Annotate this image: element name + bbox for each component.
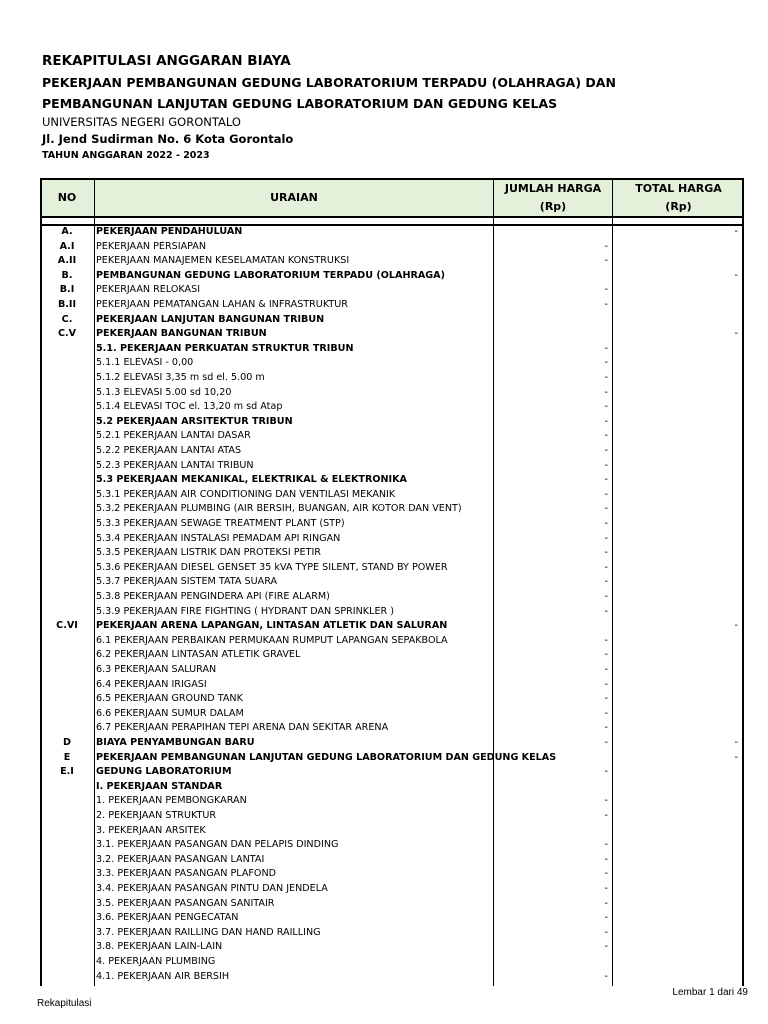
row-description: 6.5 PEKERJAAN GROUND TANK: [96, 693, 243, 705]
row-jumlah-harga: -: [604, 853, 608, 865]
row-description: 5.1.1 ELEVASI - 0,00: [96, 357, 194, 369]
table-row: [40, 225, 744, 240]
table-row: [40, 327, 744, 342]
row-jumlah-harga: -: [604, 810, 608, 821]
table-row: [40, 780, 744, 795]
row-description: 3.6. PEKERJAAN PENGECATAN: [96, 912, 239, 924]
row-jumlah-harga: -: [604, 547, 608, 559]
row-total-harga: -: [734, 737, 738, 748]
row-jumlah-harga: -: [604, 401, 608, 413]
table-row: [40, 400, 744, 415]
row-jumlah-harga: -: [604, 649, 608, 661]
row-description: 3.5. PEKERJAAN PASANGAN SANITAIR: [96, 897, 275, 909]
table-row: [40, 502, 744, 517]
table-row: [40, 707, 744, 722]
row-jumlah-harga: -: [604, 342, 608, 354]
row-description: 4. PEKERJAAN PLUMBING: [96, 956, 216, 967]
row-description: 6.1 PEKERJAAN PERBAIKAN PERMUKAAN RUMPUT LAPANGAN SEPAKBOLA: [96, 634, 448, 646]
table-row: [40, 429, 744, 444]
row-jumlah-harga: -: [604, 459, 608, 471]
column-header-total-harga: TOTAL HARGA (Rp): [635, 182, 722, 213]
table-row: [40, 838, 744, 853]
row-jumlah-harga: -: [604, 518, 608, 529]
row-jumlah-harga: -: [604, 474, 608, 486]
row-description: 6.6 PEKERJAAN SUMUR DALAM: [96, 707, 244, 719]
row-jumlah-harga: -: [604, 795, 608, 807]
project-title-line-2: PEMBANGUNAN LANJUTAN GEDUNG LABORATORIUM DAN GEDUNG KELAS: [42, 96, 558, 111]
row-total-harga: -: [734, 328, 738, 340]
row-number: A.II: [57, 255, 77, 267]
row-description: 5.2.3 PEKERJAAN LANTAI TRIBUN: [96, 459, 254, 471]
row-description: 3.1. PEKERJAAN PASANGAN DAN PELAPIS DINDING: [96, 839, 339, 851]
table-row: [40, 240, 744, 255]
row-number: A.I: [59, 240, 75, 252]
row-jumlah-harga: -: [604, 284, 608, 296]
row-jumlah-harga: -: [604, 839, 608, 851]
table-row: [40, 488, 744, 503]
row-description: 5.3.5 PEKERJAAN LISTRIK DAN PROTEKSI PETIR: [96, 547, 321, 559]
table-row: [40, 692, 744, 707]
row-jumlah-harga: -: [604, 386, 608, 398]
row-description: PEKERJAAN MANAJEMEN KESELAMATAN KONSTRUKSI: [96, 255, 350, 267]
row-description: 6.2 PEKERJAAN LINTASAN ATLETIK GRAVEL: [96, 649, 301, 661]
row-number: C.V: [57, 328, 77, 340]
row-description: 5.3.3 PEKERJAAN SEWAGE TREATMENT PLANT (STP): [96, 518, 345, 529]
table-row: [40, 867, 744, 882]
row-description: PEMBANGUNAN GEDUNG LABORATORIUM TERPADU (OLAHRAGA): [96, 269, 445, 281]
row-jumlah-harga: -: [604, 722, 608, 734]
row-jumlah-harga: -: [604, 970, 608, 982]
table-row: [40, 444, 744, 459]
row-description: 5.1. PEKERJAAN PERKUATAN STRUKTUR TRIBUN: [96, 342, 354, 354]
table-row: [40, 590, 744, 605]
table-row: [40, 561, 744, 576]
row-jumlah-harga: -: [604, 634, 608, 646]
row-jumlah-harga: -: [604, 299, 608, 310]
row-description: 5.2.1 PEKERJAAN LANTAI DASAR: [96, 430, 251, 442]
row-number: C.VI: [56, 620, 78, 632]
table-row: [40, 386, 744, 401]
budget-recap-table: [40, 178, 744, 986]
row-jumlah-harga: -: [604, 664, 608, 675]
row-description: 3.8. PEKERJAAN LAIN-LAIN: [96, 941, 223, 953]
table-row: [40, 970, 744, 985]
row-description: 4.1. PEKERJAAN AIR BERSIH: [96, 970, 230, 982]
row-description: 5.3.6 PEKERJAAN DIESEL GENSET 35 kVA TYPE SILENT, STAND BY POWER: [96, 561, 448, 573]
row-description: GEDUNG LABORATORIUM: [96, 766, 232, 778]
row-jumlah-harga: -: [604, 912, 608, 924]
row-description: PEKERJAAN RELOKASI: [96, 284, 201, 296]
project-title-line-1: PEKERJAAN PEMBANGUNAN GEDUNG LABORATORIUM TERPADU (OLAHRAGA) DAN: [42, 75, 616, 90]
table-row: [40, 897, 744, 912]
row-description: PEKERJAAN LANJUTAN BANGUNAN TRIBUN: [96, 313, 325, 325]
column-header-uraian: URAIAN: [270, 191, 318, 204]
row-description: 3.7. PEKERJAAN RAILLING DAN HAND RAILLING: [96, 926, 321, 938]
table-row: [40, 356, 744, 371]
table-row: [40, 619, 744, 634]
table-row: [40, 736, 744, 751]
table-row: [40, 824, 744, 839]
table-row: [40, 634, 744, 649]
row-jumlah-harga: -: [604, 868, 608, 880]
row-description: 5.2 PEKERJAAN ARSITEKTUR TRIBUN: [96, 415, 293, 427]
institution-address: Jl. Jend Sudirman No. 6 Kota Gorontalo: [42, 132, 294, 146]
row-number: B.: [61, 269, 73, 281]
row-number: E.I: [60, 766, 74, 778]
row-jumlah-harga: -: [604, 707, 608, 719]
table-row: [40, 532, 744, 547]
table-row: [40, 678, 744, 693]
table-row: [40, 794, 744, 809]
row-description: 2. PEKERJAAN STRUKTUR: [96, 810, 217, 821]
row-jumlah-harga: -: [604, 766, 608, 778]
row-jumlah-harga: -: [604, 576, 608, 588]
table-row: [40, 721, 744, 736]
row-description: 3. PEKERJAAN ARSITEK: [96, 824, 206, 836]
row-description: 5.3.1 PEKERJAAN AIR CONDITIONING DAN VENTILASI MEKANIK: [96, 488, 396, 500]
row-jumlah-harga: -: [604, 591, 608, 602]
table-row: [40, 955, 744, 970]
row-description: 5.3.7 PEKERJAAN SISTEM TATA SUARA: [96, 576, 278, 588]
table-row: [40, 473, 744, 488]
row-jumlah-harga: -: [604, 941, 608, 953]
row-number: A.: [61, 226, 73, 237]
table-row: [40, 517, 744, 532]
row-total-harga: -: [734, 269, 738, 281]
row-description: 5.3 PEKERJAAN MEKANIKAL, ELEKTRIKAL & ELEKTRONIKA: [96, 474, 407, 486]
row-description: 5.2.2 PEKERJAAN LANTAI ATAS: [96, 445, 242, 456]
row-description: 3.4. PEKERJAAN PASANGAN PINTU DAN JENDELA: [96, 883, 328, 894]
row-description: 3.3. PEKERJAAN PASANGAN PLAFOND: [96, 868, 277, 880]
row-jumlah-harga: -: [604, 926, 608, 938]
table-row: [40, 765, 744, 780]
table-row: [40, 415, 744, 430]
row-jumlah-harga: -: [604, 372, 608, 383]
row-total-harga: -: [734, 620, 738, 632]
table-row: [40, 940, 744, 955]
table-row: [40, 853, 744, 868]
row-description: 1. PEKERJAAN PEMBONGKARAN: [96, 795, 247, 807]
row-jumlah-harga: -: [604, 430, 608, 442]
table-row: [40, 575, 744, 590]
row-jumlah-harga: -: [604, 240, 608, 252]
row-description: 6.7 PEKERJAAN PERAPIHAN TEPI ARENA DAN SEKITAR ARENA: [96, 722, 389, 734]
sheet-name: Rekapitulasi: [37, 998, 92, 1009]
page-indicator: Lembar 1 dari 49: [672, 987, 748, 998]
column-header-no: NO: [57, 191, 77, 204]
table-row: [40, 269, 744, 284]
document-title: REKAPITULASI ANGGARAN BIAYA: [42, 53, 291, 69]
row-description: 6.3 PEKERJAAN SALURAN: [96, 664, 217, 675]
table-row: [40, 313, 744, 328]
row-description: 5.3.9 PEKERJAAN FIRE FIGHTING ( HYDRANT DAN SPRINKLER ): [96, 605, 394, 617]
table-row: [40, 926, 744, 941]
row-description: 5.1.3 ELEVASI 5.00 sd 10,20: [96, 386, 232, 398]
row-description: PEKERJAAN PENDAHULUAN: [96, 226, 243, 237]
row-description: PEKERJAAN PEMATANGAN LAHAN & INFRASTRUKTUR: [96, 299, 348, 310]
row-description: PEKERJAAN ARENA LAPANGAN, LINTASAN ATLETIK DAN SALURAN: [96, 620, 448, 632]
row-number: C.: [61, 313, 73, 325]
row-description: 3.2. PEKERJAAN PASANGAN LANTAI: [96, 853, 265, 865]
row-jumlah-harga: -: [604, 415, 608, 427]
row-jumlah-harga: -: [604, 561, 608, 573]
row-description: PEKERJAAN BANGUNAN TRIBUN: [96, 328, 267, 340]
row-jumlah-harga: -: [604, 532, 608, 544]
row-number: D: [63, 737, 71, 748]
table-row: [40, 911, 744, 926]
row-jumlah-harga: -: [604, 605, 608, 617]
row-jumlah-harga: -: [604, 678, 608, 690]
fiscal-year: TAHUN ANGGARAN 2022 - 2023: [42, 150, 210, 161]
table-row: [40, 546, 744, 561]
row-jumlah-harga: -: [604, 897, 608, 909]
table-row: [40, 809, 744, 824]
row-jumlah-harga: -: [604, 255, 608, 267]
row-description: I. PEKERJAAN STANDAR: [96, 780, 223, 792]
row-jumlah-harga: -: [604, 445, 608, 456]
table-row: [40, 882, 744, 897]
row-jumlah-harga: -: [604, 357, 608, 369]
table-row: [40, 605, 744, 620]
row-jumlah-harga: -: [604, 503, 608, 515]
row-description: 6.4 PEKERJAAN IRIGASI: [96, 678, 207, 690]
row-total-harga: -: [734, 226, 738, 237]
institution-name: UNIVERSITAS NEGERI GORONTALO: [42, 115, 241, 129]
row-number: E: [63, 751, 71, 763]
row-description: PEKERJAAN PERSIAPAN: [96, 240, 207, 252]
row-jumlah-harga: -: [604, 737, 608, 748]
table-row: [40, 371, 744, 386]
row-jumlah-harga: -: [604, 883, 608, 894]
row-description: PEKERJAAN PEMBANGUNAN LANJUTAN GEDUNG LABORATORIUM DAN GEDUNG KELAS: [96, 751, 557, 763]
row-description: 5.3.2 PEKERJAAN PLUMBING (AIR BERSIH, BUANGAN, AIR KOTOR DAN VENT): [96, 503, 462, 515]
row-number: B.I: [59, 284, 75, 296]
table-row: [40, 298, 744, 313]
row-description: 5.1.4 ELEVASI TOC el. 13,20 m sd Atap: [96, 401, 283, 413]
table-row: [40, 254, 744, 269]
row-jumlah-harga: -: [604, 693, 608, 705]
row-number: B.II: [57, 299, 77, 310]
row-description: 5.3.4 PEKERJAAN INSTALASI PEMADAM API RINGAN: [96, 532, 341, 544]
row-description: 5.1.2 ELEVASI 3,35 m sd el. 5.00 m: [96, 372, 265, 383]
row-description: 5.3.8 PEKERJAAN PENGINDERA API (FIRE ALARM): [96, 591, 330, 602]
row-jumlah-harga: -: [604, 488, 608, 500]
row-description: BIAYA PENYAMBUNGAN BARU: [96, 737, 255, 748]
table-row: [40, 751, 744, 766]
table-row: [40, 342, 744, 357]
column-header-jumlah-harga: JUMLAH HARGA (Rp): [504, 182, 602, 213]
table-row: [40, 283, 744, 298]
table-row: [40, 459, 744, 474]
row-total-harga: -: [734, 751, 738, 763]
table-row: [40, 648, 744, 663]
table-row: [40, 663, 744, 678]
